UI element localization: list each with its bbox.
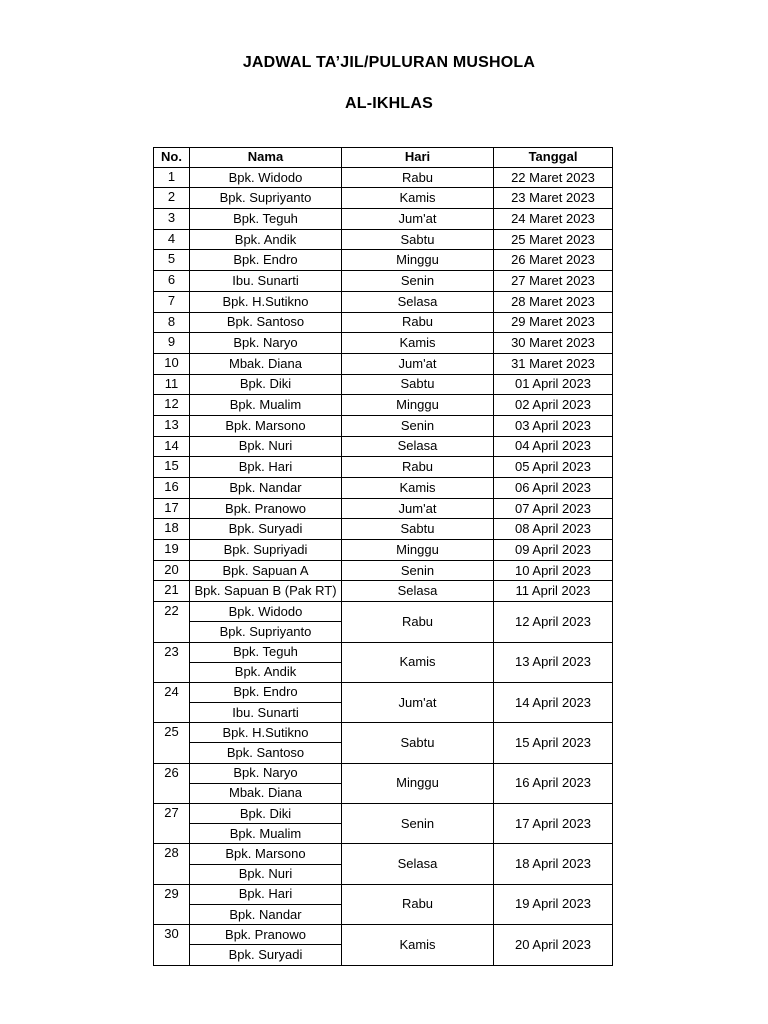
row-no: 7 <box>154 291 190 312</box>
row-tanggal: 23 Maret 2023 <box>494 188 613 209</box>
row-hari: Rabu <box>342 312 494 333</box>
row-hari: Minggu <box>342 250 494 271</box>
row-tanggal: 02 April 2023 <box>494 395 613 416</box>
row-tanggal: 06 April 2023 <box>494 478 613 499</box>
header-hari: Hari <box>342 148 494 168</box>
row-nama: Bpk. Suryadi <box>190 945 342 965</box>
row-tanggal: 20 April 2023 <box>494 925 613 965</box>
table-row <box>154 804 613 824</box>
row-tanggal: 14 April 2023 <box>494 682 613 722</box>
row-no: 29 <box>154 884 190 904</box>
row-tanggal: 22 Maret 2023 <box>494 167 613 188</box>
row-hari: Jum'at <box>342 682 494 722</box>
row-nama: Bpk. H.Sutikno <box>190 291 342 312</box>
row-hari: Kamis <box>342 333 494 354</box>
row-no: 17 <box>154 498 190 519</box>
row-no: 13 <box>154 415 190 436</box>
row-no: 30 <box>154 925 190 945</box>
row-nama: Bpk. Santoso <box>190 743 342 763</box>
row-tanggal: 11 April 2023 <box>494 581 613 602</box>
row-tanggal: 24 Maret 2023 <box>494 209 613 230</box>
row-no: 8 <box>154 312 190 333</box>
row-no: 5 <box>154 250 190 271</box>
row-no: 6 <box>154 271 190 292</box>
row-tanggal: 19 April 2023 <box>494 884 613 924</box>
row-nama: Bpk. Sapuan A <box>190 560 342 581</box>
row-tanggal: 07 April 2023 <box>494 498 613 519</box>
row-no: 15 <box>154 457 190 478</box>
row-hari: Selasa <box>342 581 494 602</box>
row-no: 4 <box>154 229 190 250</box>
row-nama: Mbak. Diana <box>190 783 342 803</box>
table-row <box>154 436 613 457</box>
table-row <box>154 333 613 354</box>
row-nama: Bpk. Andik <box>190 662 342 682</box>
row-nama: Mbak. Diana <box>190 353 342 374</box>
row-no: 22 <box>154 602 190 622</box>
row-nama: Bpk. Santoso <box>190 312 342 333</box>
row-no-empty <box>154 945 190 965</box>
row-hari: Senin <box>342 415 494 436</box>
row-nama: Ibu. Sunarti <box>190 271 342 292</box>
row-nama: Bpk. Marsono <box>190 415 342 436</box>
table-header-row <box>154 148 613 168</box>
table-row <box>154 581 613 602</box>
table-row <box>154 353 613 374</box>
row-hari: Selasa <box>342 436 494 457</box>
row-nama: Bpk. Widodo <box>190 167 342 188</box>
table-row <box>154 291 613 312</box>
row-tanggal: 03 April 2023 <box>494 415 613 436</box>
row-tanggal: 26 Maret 2023 <box>494 250 613 271</box>
row-no: 19 <box>154 540 190 561</box>
table-row <box>154 884 613 904</box>
row-no: 24 <box>154 682 190 702</box>
row-nama: Bpk. Widodo <box>190 602 342 622</box>
row-no-empty <box>154 743 190 763</box>
row-nama: Bpk. Teguh <box>190 209 342 230</box>
row-no: 25 <box>154 723 190 743</box>
table-row <box>154 271 613 292</box>
row-no: 27 <box>154 804 190 824</box>
table-row <box>154 395 613 416</box>
row-hari: Rabu <box>342 602 494 642</box>
document-subtitle: AL-IKHLAS <box>344 95 433 112</box>
table-row <box>154 167 613 188</box>
row-nama: Bpk. Naryo <box>190 763 342 783</box>
row-nama: Bpk. Teguh <box>190 642 342 662</box>
row-tanggal: 17 April 2023 <box>494 804 613 844</box>
table-row <box>154 188 613 209</box>
row-hari: Selasa <box>342 291 494 312</box>
row-no-empty <box>154 622 190 642</box>
row-hari: Sabtu <box>342 229 494 250</box>
row-no-empty <box>154 703 190 723</box>
row-tanggal: 16 April 2023 <box>494 763 613 803</box>
row-tanggal: 30 Maret 2023 <box>494 333 613 354</box>
row-nama: Bpk. Suryadi <box>190 519 342 540</box>
header-nama: Nama <box>190 148 342 168</box>
table-row <box>154 209 613 230</box>
table-row <box>154 763 613 783</box>
table-row <box>154 560 613 581</box>
table-row <box>154 457 613 478</box>
row-hari: Senin <box>342 271 494 292</box>
table-row <box>154 642 613 662</box>
table-row <box>154 415 613 436</box>
row-no: 9 <box>154 333 190 354</box>
row-nama: Bpk. Diki <box>190 804 342 824</box>
row-no: 12 <box>154 395 190 416</box>
header-tanggal: Tanggal <box>494 148 613 168</box>
row-hari: Jum'at <box>342 498 494 519</box>
row-tanggal: 31 Maret 2023 <box>494 353 613 374</box>
row-nama: Bpk. Hari <box>190 457 342 478</box>
row-no-empty <box>154 904 190 924</box>
row-tanggal: 10 April 2023 <box>494 560 613 581</box>
row-no: 14 <box>154 436 190 457</box>
row-nama: Bpk. Andik <box>190 229 342 250</box>
row-nama: Bpk. Nuri <box>190 864 342 884</box>
row-hari: Sabtu <box>342 374 494 395</box>
row-no: 18 <box>154 519 190 540</box>
document-title: JADWAL TA’JIL/PULURAN MUSHOLA <box>242 54 536 71</box>
row-nama: Bpk. Nuri <box>190 436 342 457</box>
row-tanggal: 18 April 2023 <box>494 844 613 884</box>
row-no: 28 <box>154 844 190 864</box>
row-nama: Bpk. Hari <box>190 884 342 904</box>
row-no-empty <box>154 864 190 884</box>
table-row <box>154 229 613 250</box>
row-nama: Bpk. Nandar <box>190 904 342 924</box>
row-hari: Rabu <box>342 167 494 188</box>
table-row <box>154 925 613 945</box>
row-hari: Jum'at <box>342 209 494 230</box>
row-hari: Senin <box>342 560 494 581</box>
table-row <box>154 682 613 702</box>
row-nama: Ibu. Sunarti <box>190 703 342 723</box>
table-row <box>154 519 613 540</box>
row-tanggal: 15 April 2023 <box>494 723 613 763</box>
row-no: 1 <box>154 167 190 188</box>
table-row <box>154 844 613 864</box>
row-hari: Sabtu <box>342 519 494 540</box>
row-hari: Jum'at <box>342 353 494 374</box>
row-nama: Bpk. Pranowo <box>190 925 342 945</box>
row-no: 20 <box>154 560 190 581</box>
row-tanggal: 13 April 2023 <box>494 642 613 682</box>
table-row <box>154 312 613 333</box>
row-tanggal: 09 April 2023 <box>494 540 613 561</box>
row-no-empty <box>154 824 190 844</box>
schedule-table <box>153 147 613 966</box>
row-nama: Bpk. Endro <box>190 250 342 271</box>
row-tanggal: 04 April 2023 <box>494 436 613 457</box>
row-hari: Selasa <box>342 844 494 884</box>
table-row <box>154 540 613 561</box>
row-hari: Kamis <box>342 478 494 499</box>
row-hari: Minggu <box>342 763 494 803</box>
row-nama: Bpk. H.Sutikno <box>190 723 342 743</box>
row-no: 16 <box>154 478 190 499</box>
row-tanggal: 27 Maret 2023 <box>494 271 613 292</box>
table-row <box>154 498 613 519</box>
row-no-empty <box>154 662 190 682</box>
table-row <box>154 602 613 622</box>
row-no: 23 <box>154 642 190 662</box>
row-nama: Bpk. Mualim <box>190 824 342 844</box>
table-row <box>154 723 613 743</box>
row-nama: Bpk. Diki <box>190 374 342 395</box>
row-tanggal: 28 Maret 2023 <box>494 291 613 312</box>
row-hari: Kamis <box>342 925 494 965</box>
row-no: 21 <box>154 581 190 602</box>
row-no: 10 <box>154 353 190 374</box>
row-tanggal: 29 Maret 2023 <box>494 312 613 333</box>
table-row <box>154 478 613 499</box>
row-hari: Sabtu <box>342 723 494 763</box>
row-nama: Bpk. Supriyanto <box>190 188 342 209</box>
row-nama: Bpk. Pranowo <box>190 498 342 519</box>
row-nama: Bpk. Endro <box>190 682 342 702</box>
row-hari: Senin <box>342 804 494 844</box>
row-nama: Bpk. Mualim <box>190 395 342 416</box>
row-hari: Minggu <box>342 395 494 416</box>
row-nama: Bpk. Sapuan B (Pak RT) <box>190 581 342 602</box>
header-no: No. <box>154 148 190 168</box>
row-no: 3 <box>154 209 190 230</box>
row-hari: Kamis <box>342 642 494 682</box>
row-hari: Rabu <box>342 457 494 478</box>
row-tanggal: 25 Maret 2023 <box>494 229 613 250</box>
row-no: 26 <box>154 763 190 783</box>
row-nama: Bpk. Nandar <box>190 478 342 499</box>
row-hari: Rabu <box>342 884 494 924</box>
row-hari: Kamis <box>342 188 494 209</box>
table-body <box>154 167 613 965</box>
row-hari: Minggu <box>342 540 494 561</box>
row-tanggal: 01 April 2023 <box>494 374 613 395</box>
row-nama: Bpk. Naryo <box>190 333 342 354</box>
row-no: 2 <box>154 188 190 209</box>
row-nama: Bpk. Supriyanto <box>190 622 342 642</box>
table-row <box>154 250 613 271</box>
row-no-empty <box>154 783 190 803</box>
row-nama: Bpk. Marsono <box>190 844 342 864</box>
row-no: 11 <box>154 374 190 395</box>
row-tanggal: 08 April 2023 <box>494 519 613 540</box>
row-nama: Bpk. Supriyadi <box>190 540 342 561</box>
row-tanggal: 12 April 2023 <box>494 602 613 642</box>
table-row <box>154 374 613 395</box>
row-tanggal: 05 April 2023 <box>494 457 613 478</box>
